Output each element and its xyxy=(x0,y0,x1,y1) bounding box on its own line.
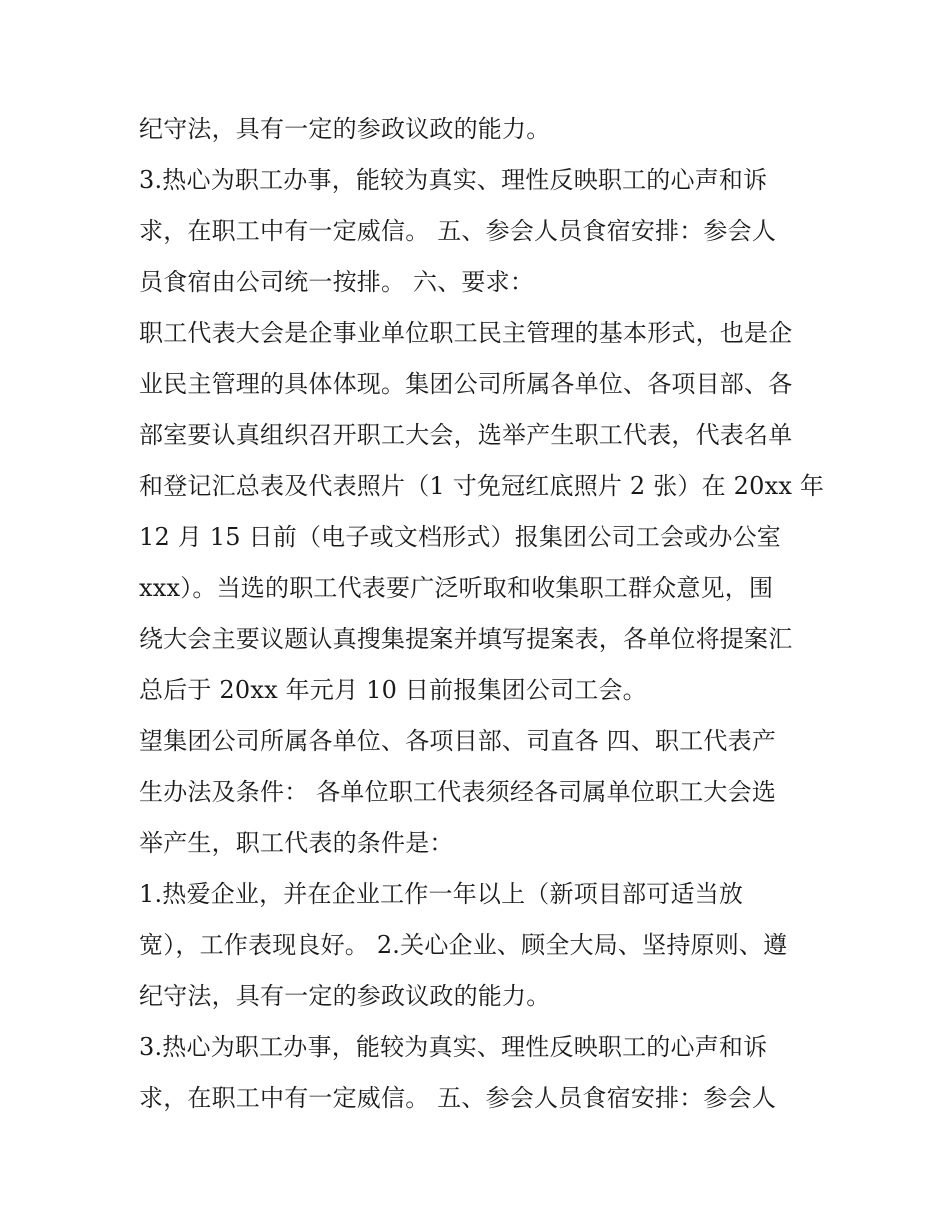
text-line: 和登记汇总表及代表照片（1 寸免冠红底照片 2 张）在 20xx 年 xyxy=(139,472,825,500)
text-line: 求，在职工中有一定威信。 五、参会人员食宿安排：参会人 xyxy=(139,217,777,245)
text-line: 生办法及条件： 各单位职工代表须经各司属单位职工大会选 xyxy=(139,778,777,806)
text-line: 3.热心为职工办事，能较为真实、理性反映职工的心声和诉 xyxy=(139,1033,768,1061)
text-line: 纪守法，具有一定的参政议政的能力。 xyxy=(139,115,551,143)
text-line: 望集团公司所属各单位、各项目部、司直各 四、职工代表产 xyxy=(139,727,777,755)
text-line: 举产生，职工代表的条件是： xyxy=(139,829,454,857)
text-line: 纪守法，具有一定的参政议政的能力。 xyxy=(139,982,551,1010)
text-line: 12 月 15 日前（电子或文档形式）报集团公司工会或办公室 xyxy=(139,523,781,551)
text-line: 总后于 20xx 年元月 10 日前报集团公司工会。 xyxy=(139,676,647,704)
text-line: 宽），工作表现良好。 2.关心企业、顾全大局、坚持原则、遵 xyxy=(139,931,788,959)
text-line: 求，在职工中有一定威信。 五、参会人员食宿安排：参会人 xyxy=(139,1084,777,1112)
text-line: 员食宿由公司统一按排。 六、要求： xyxy=(139,268,535,296)
text-line: 绕大会主要议题认真搜集提案并填写提案表，各单位将提案汇 xyxy=(139,625,793,653)
text-line: 部室要认真组织召开职工大会，选举产生职工代表，代表名单 xyxy=(139,421,793,449)
text-line: 业民主管理的具体体现。集团公司所属各单位、各项目部、各 xyxy=(139,370,793,398)
text-line: 职工代表大会是企事业单位职工民主管理的基本形式，也是企 xyxy=(139,319,793,347)
text-line: 3.热心为职工办事，能较为真实、理性反映职工的心声和诉 xyxy=(139,166,768,194)
text-line: 1.热爱企业，并在企业工作一年以上（新项目部可适当放 xyxy=(139,880,744,908)
text-line: xxx）。当选的职工代表要广泛听取和收集职工群众意见，围 xyxy=(139,574,774,602)
